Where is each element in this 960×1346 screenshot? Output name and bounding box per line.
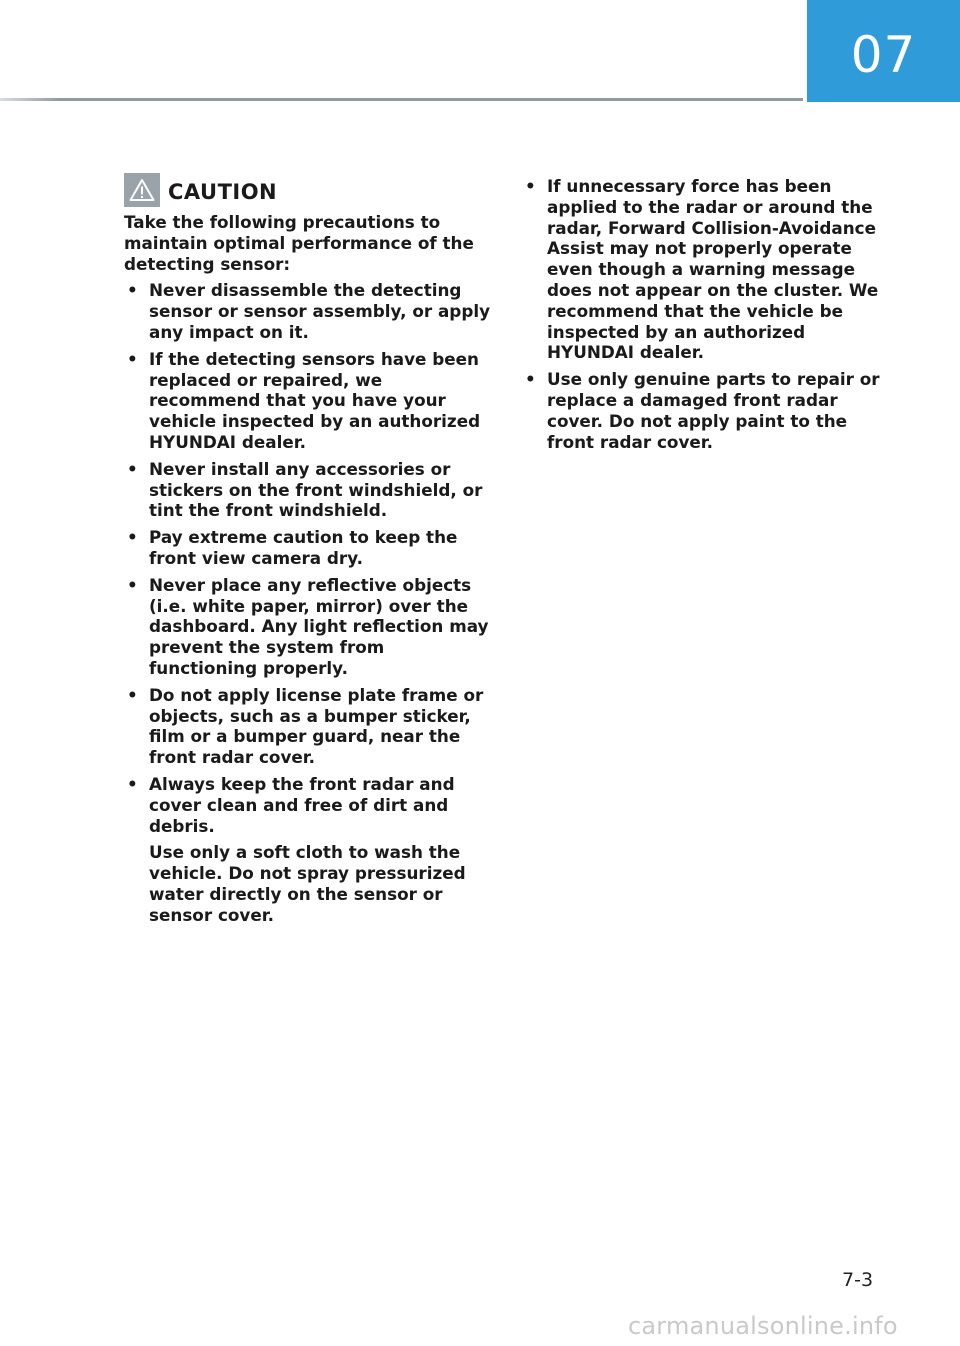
chapter-number: 07 xyxy=(850,26,917,84)
caution-list-right xyxy=(522,176,892,452)
bullet-icon: • xyxy=(127,348,138,369)
list-item xyxy=(522,369,892,452)
caution-intro: Take the following precautions to maintain optimal performance of the detecting sensor: xyxy=(124,212,474,274)
list-item-text: Always keep the front radar and cover clean and free of dirt and debris. xyxy=(149,773,455,836)
bullet-icon: • xyxy=(525,176,536,196)
list-item xyxy=(124,685,494,768)
list-item xyxy=(124,575,494,679)
bullet-icon: • xyxy=(525,369,536,390)
bullet-icon: • xyxy=(127,527,138,548)
right-column xyxy=(522,176,892,458)
list-item xyxy=(124,459,494,521)
page-number: 7-3 xyxy=(842,1269,874,1291)
bullet-icon: • xyxy=(127,684,138,705)
list-item xyxy=(124,280,494,342)
list-item xyxy=(124,527,494,569)
list-item-text: Use only genuine parts to repair or replace a damaged front radar cover. Do not apply paint to the front radar cover. xyxy=(547,369,880,452)
list-item-text: Never disassemble the detecting sensor or sensor assembly, or apply any impact on it. xyxy=(149,280,491,342)
bullet-icon: • xyxy=(127,280,138,301)
list-item-text: Do not apply license plate frame or objects, such as a bumper sticker, film or a bumper guard, near the front radar cover. xyxy=(149,684,484,768)
chapter-tab xyxy=(807,0,960,102)
list-item xyxy=(522,176,892,363)
list-item xyxy=(124,774,494,926)
bullet-icon: • xyxy=(127,458,138,479)
bullet-icon: • xyxy=(127,773,138,794)
header-rule xyxy=(0,98,803,101)
list-item xyxy=(124,349,494,453)
caution-list-left xyxy=(124,280,494,925)
list-item-text: Never install any accessories or stickers on the front windshield, or tint the front windshield. xyxy=(149,458,483,521)
caution-title: CAUTION xyxy=(168,179,278,204)
bullet-icon: • xyxy=(127,574,138,595)
list-item-text: If unnecessary force has been applied to the radar or around the radar, Forward Collision-Avoidance Assist may not properly operate even though a warning message does not appear on the cluster. We recommend that the vehicle be inspected by an authorized HYUNDAI dealer. xyxy=(547,176,879,363)
left-column xyxy=(124,172,494,932)
warning-triangle-icon xyxy=(124,173,160,207)
list-item-text: Pay extreme caution to keep the front view camera dry. xyxy=(149,527,458,568)
list-item-text: Never place any reflective objects (i.e. white paper, mirror) over the dashboard. Any light reflection may prevent the system from functioning properly. xyxy=(149,574,489,678)
watermark: carmanualsonline.info xyxy=(628,1312,898,1340)
caution-header xyxy=(124,172,494,208)
list-item-subparagraph: Use only a soft cloth to wash the vehicle. Do not spray pressurized water directly on the sensor or sensor cover. xyxy=(149,842,466,925)
list-item-text: If the detecting sensors have been replaced or repaired, we recommend that you have your vehicle inspected by an authorized HYUNDAI dealer. xyxy=(149,348,481,452)
